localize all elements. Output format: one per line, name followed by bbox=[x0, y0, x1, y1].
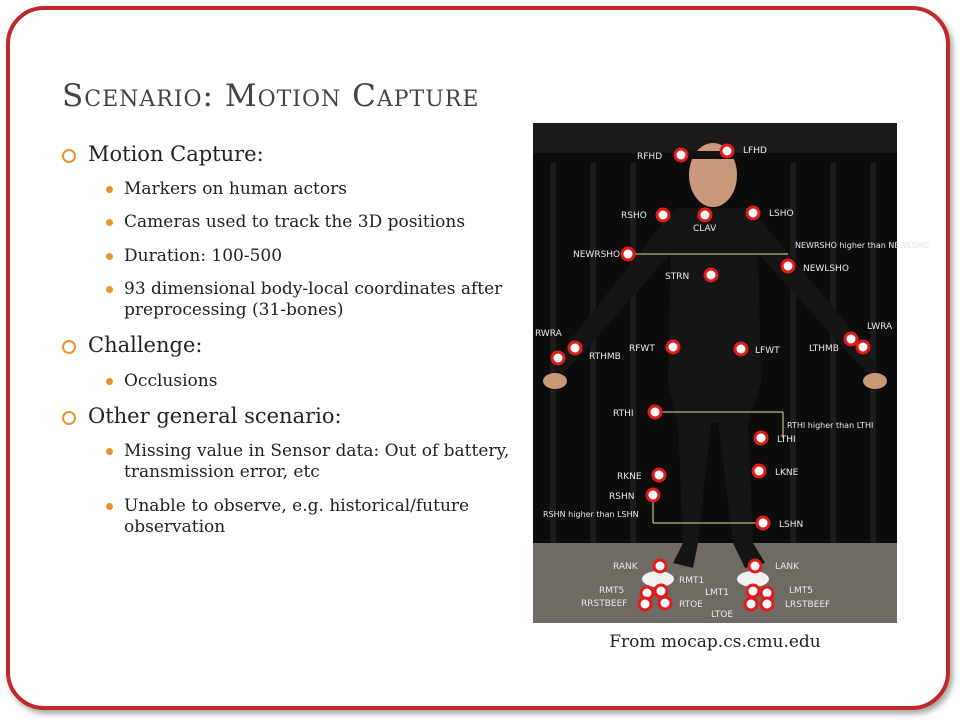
label-lmt1: LMT1 bbox=[705, 588, 730, 598]
marker-newlsho bbox=[782, 260, 794, 272]
sub-bullet-text: Occlusions bbox=[124, 370, 218, 391]
bullet-dot-icon bbox=[106, 219, 113, 226]
label-rthi-note: RTHI higher than LTHI bbox=[787, 421, 874, 430]
bullet-content bbox=[62, 142, 522, 550]
sub-bullet-text: Cameras used to track the 3D positions bbox=[124, 212, 466, 233]
label-lkne: LKNE bbox=[775, 468, 799, 478]
marker-lfhd bbox=[721, 145, 733, 157]
bullet-dot-icon bbox=[106, 286, 113, 293]
mocap-figure bbox=[533, 123, 930, 623]
label-rwra: RWRA bbox=[535, 329, 562, 339]
bullet-dot-icon bbox=[106, 186, 113, 193]
sub-bullet-text: Duration: 100-500 bbox=[124, 245, 283, 266]
label-newrsho: NEWRSHO bbox=[573, 250, 621, 260]
sub-bullet-text: Markers on human actors bbox=[124, 179, 347, 200]
sub-bullet-text: 93 dimensional body-local coordinates after preprocessing (31-bones) bbox=[124, 278, 503, 321]
sub-bullet bbox=[62, 179, 522, 200]
label-lfhd: LFHD bbox=[743, 146, 767, 156]
bullet-dot-icon bbox=[106, 503, 113, 510]
marker-rtoe bbox=[659, 597, 671, 609]
marker-lmt1 bbox=[747, 585, 759, 597]
sub-bullet-list bbox=[62, 441, 522, 538]
label-clav: CLAV bbox=[693, 224, 717, 234]
marker-ltoe bbox=[745, 598, 757, 610]
bullet-text: Motion Capture: bbox=[88, 142, 264, 166]
label-rfhd: RFHD bbox=[637, 152, 663, 162]
label-lank: LANK bbox=[775, 562, 800, 572]
label-lfwt: LFWT bbox=[755, 346, 780, 356]
bullet-ring-icon bbox=[62, 411, 76, 425]
sub-bullet bbox=[62, 246, 522, 267]
marker-rrstbeef bbox=[639, 598, 651, 610]
label-rthmb: RTHMB bbox=[589, 352, 621, 362]
sub-bullet bbox=[62, 441, 522, 484]
sub-bullet bbox=[62, 279, 522, 322]
label-lthi: LTHI bbox=[777, 435, 796, 445]
sub-bullet-text: Unable to observe, e.g. historical/future observation bbox=[124, 495, 470, 537]
label-lwra: LWRA bbox=[867, 322, 893, 332]
label-ltoe: LTOE bbox=[711, 610, 734, 620]
marker-lsho bbox=[747, 207, 759, 219]
bullet-other-scenario bbox=[62, 404, 522, 429]
label-rkne: RKNE bbox=[617, 472, 642, 482]
label-rmt1: RMT1 bbox=[679, 576, 705, 586]
sub-bullet bbox=[62, 496, 522, 539]
label-lshn: LSHN bbox=[779, 520, 804, 530]
label-rtoe: RTOE bbox=[679, 600, 703, 610]
sub-bullet-text: Missing value in Sensor data: Out of battery, transmission error, etc bbox=[124, 441, 510, 483]
label-lthmb: LTHMB bbox=[809, 344, 839, 354]
bullet-dot-icon bbox=[106, 448, 113, 455]
bullet-dot-icon bbox=[106, 253, 113, 260]
label-rshn: RSHN bbox=[609, 492, 635, 502]
marker-rthi bbox=[649, 406, 661, 418]
marker-rank bbox=[654, 560, 666, 572]
label-lsho: LSHO bbox=[769, 209, 794, 219]
marker-rkne bbox=[653, 469, 665, 481]
bullet-ring-icon bbox=[62, 149, 76, 163]
marker-lank bbox=[749, 560, 761, 572]
marker-rthmb bbox=[552, 352, 564, 364]
bullet-challenge bbox=[62, 333, 522, 358]
marker-rshn bbox=[647, 489, 659, 501]
image-caption: From mocap.cs.cmu.edu bbox=[609, 632, 821, 652]
label-rsho: RSHO bbox=[621, 211, 647, 221]
marker-lthi bbox=[755, 432, 767, 444]
slide-title: Scenario: Motion Capture bbox=[62, 78, 480, 114]
marker-rfhd bbox=[675, 149, 687, 161]
marker-lrstbeef bbox=[761, 598, 773, 610]
label-rmt5: RMT5 bbox=[599, 586, 625, 596]
marker-clav bbox=[699, 209, 711, 221]
motion-capture-photo bbox=[533, 123, 930, 623]
bullet-text: Challenge: bbox=[88, 333, 203, 358]
sub-bullet-list bbox=[62, 179, 522, 321]
bullet-ring-icon bbox=[62, 340, 76, 354]
marker-lwra bbox=[845, 333, 857, 345]
marker-rmt1 bbox=[655, 585, 667, 597]
marker-newrsho bbox=[622, 248, 634, 260]
marker-lthmb bbox=[857, 341, 869, 353]
marker-lshn bbox=[757, 517, 769, 529]
label-rank: RANK bbox=[613, 562, 638, 572]
label-newlsho: NEWLSHO bbox=[803, 264, 849, 274]
label-rshn-note: RSHN higher than LSHN bbox=[543, 510, 639, 519]
label-strn: STRN bbox=[665, 272, 690, 282]
label-lmt5: LMT5 bbox=[789, 586, 814, 596]
bullet-dot-icon bbox=[106, 378, 113, 385]
label-rrstbeef: RRSTBEEF bbox=[581, 599, 628, 609]
bullet-motion-capture bbox=[62, 142, 522, 167]
label-newrsho-note: NEWRSHO higher than NEWLSHO bbox=[795, 241, 930, 250]
marker-rwra bbox=[569, 342, 581, 354]
marker-strn bbox=[705, 269, 717, 281]
sub-bullet bbox=[62, 212, 522, 233]
sub-bullet-list bbox=[62, 371, 522, 392]
marker-rfwt bbox=[667, 341, 679, 353]
label-lrstbeef: LRSTBEEF bbox=[785, 600, 831, 610]
marker-lkne bbox=[753, 465, 765, 477]
marker-rsho bbox=[657, 209, 669, 221]
sub-bullet bbox=[62, 371, 522, 392]
actor-right-hand bbox=[543, 373, 567, 389]
actor-left-hand bbox=[863, 373, 887, 389]
label-rthi: RTHI bbox=[613, 409, 634, 419]
label-rfwt: RFWT bbox=[629, 344, 655, 354]
marker-lfwt bbox=[735, 343, 747, 355]
bullet-text: Other general scenario: bbox=[88, 403, 342, 428]
